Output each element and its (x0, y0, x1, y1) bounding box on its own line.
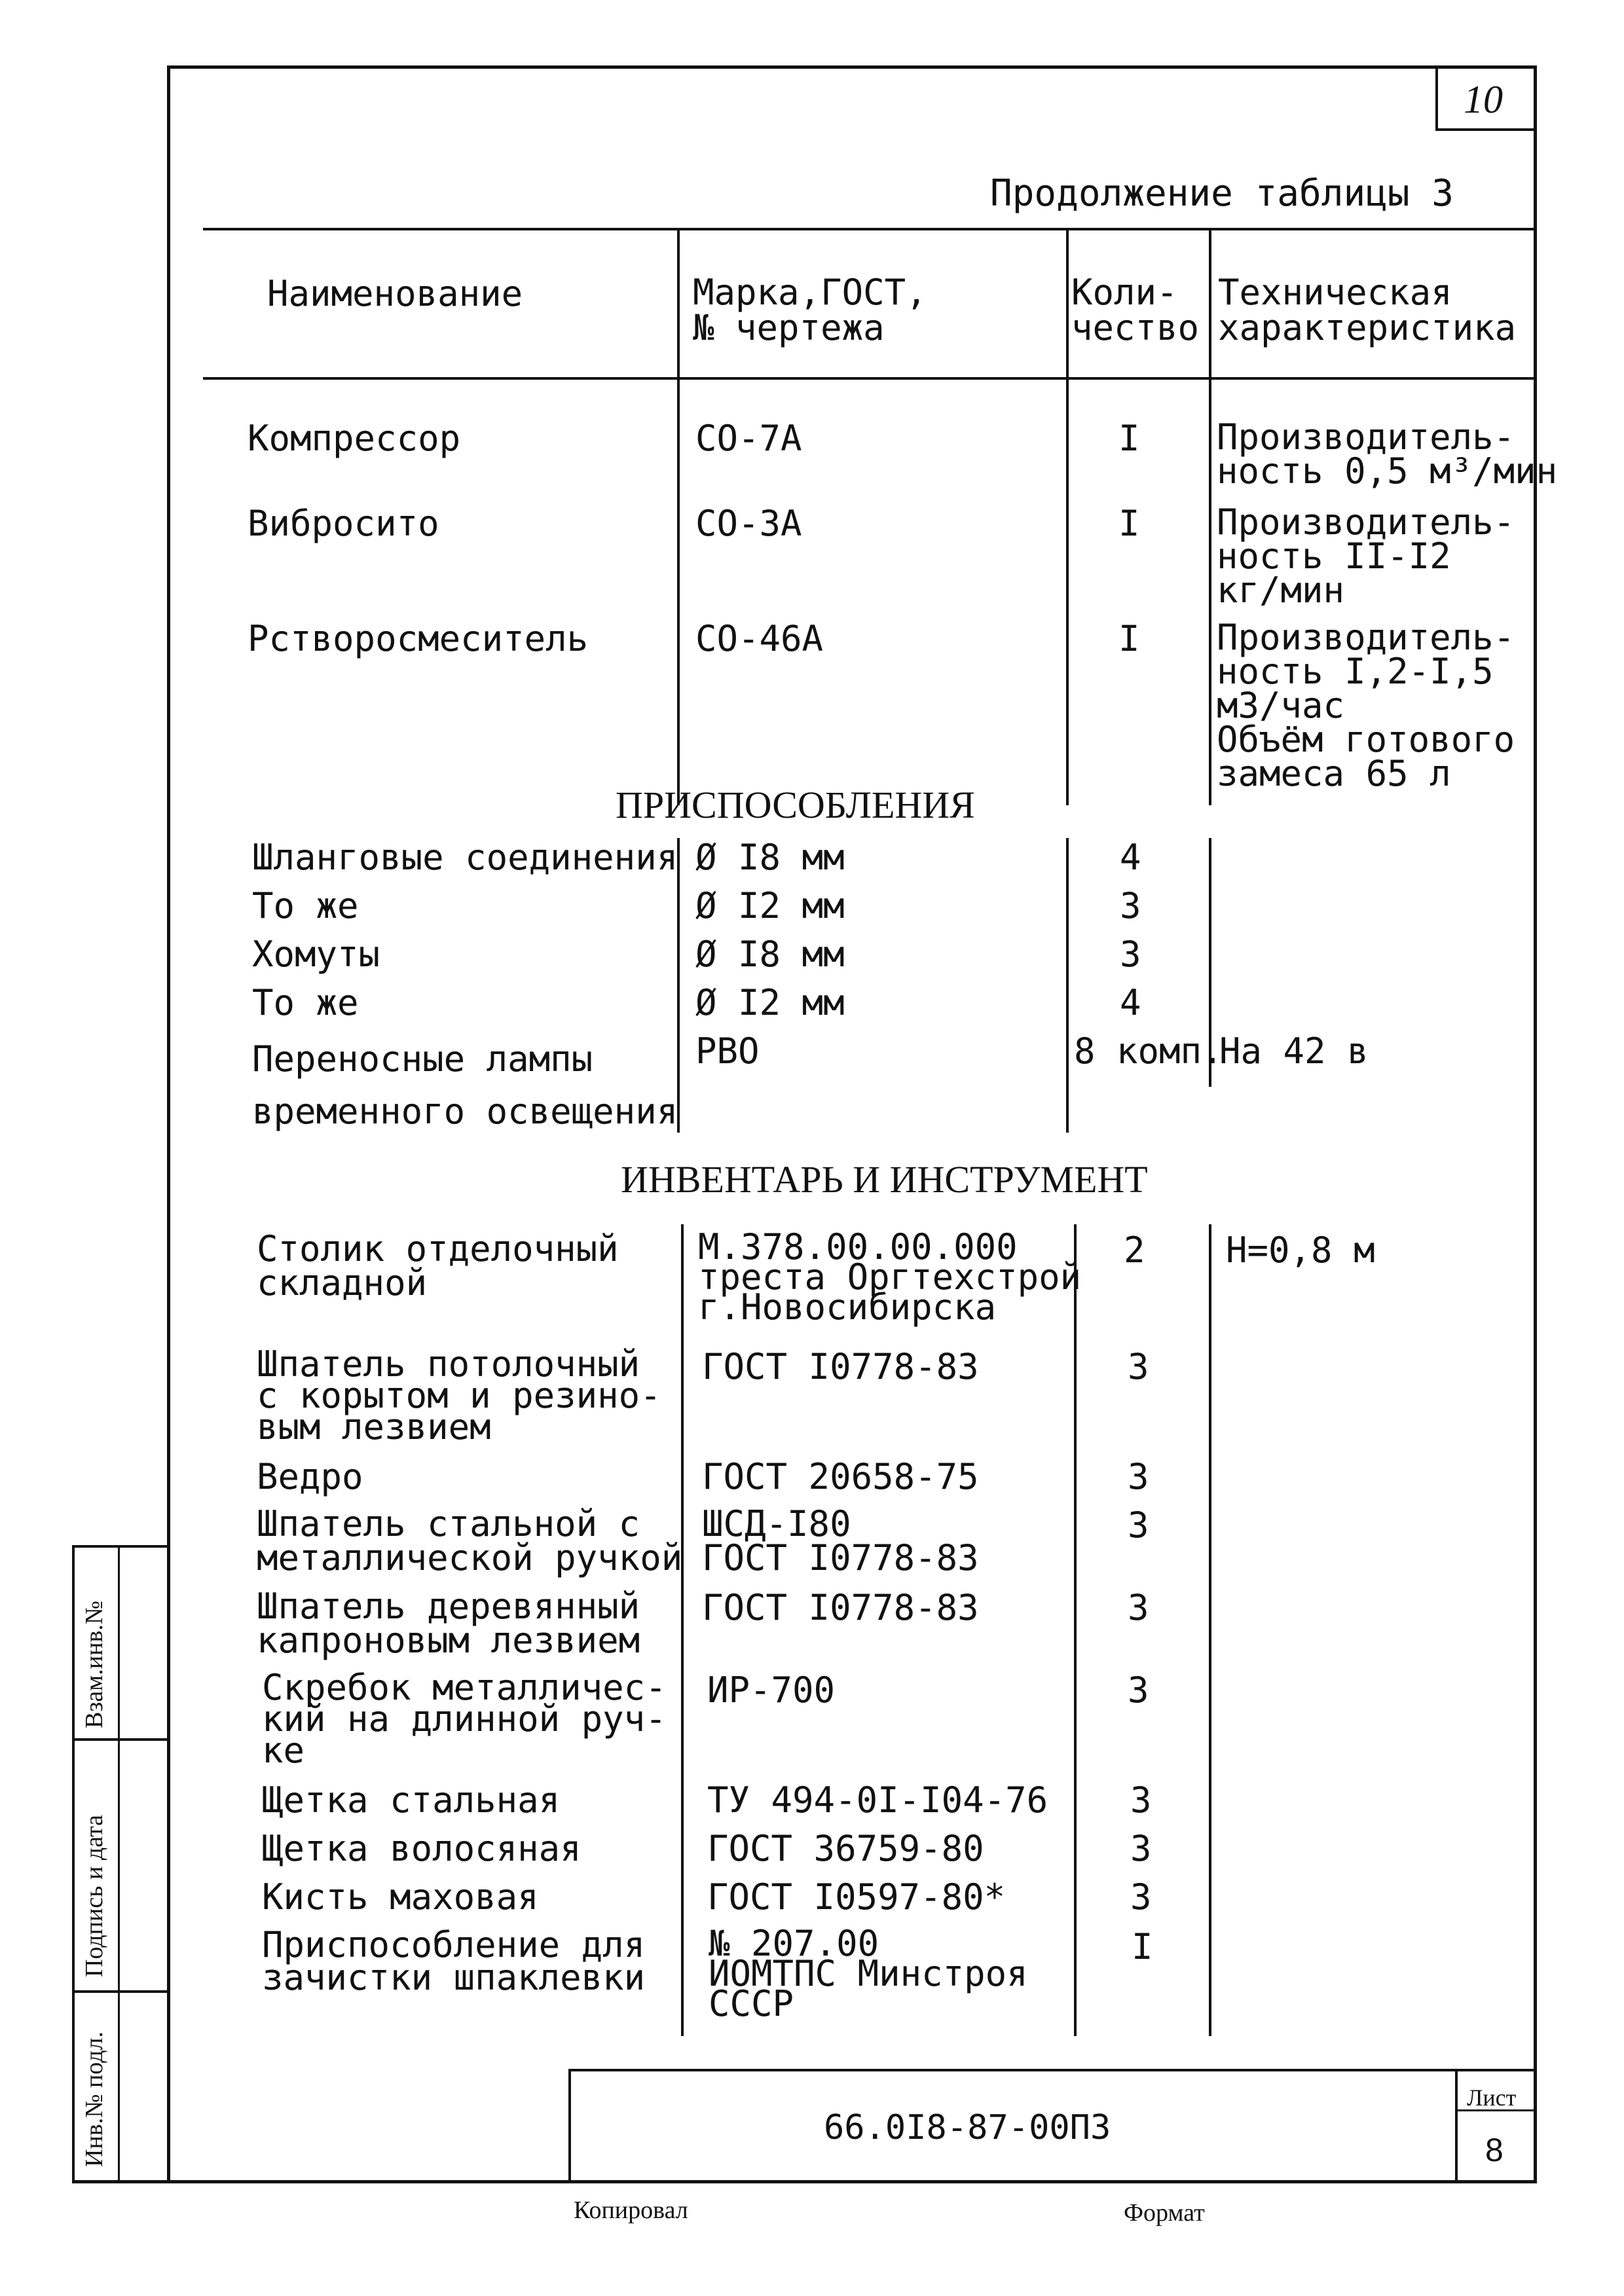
format-label: Формат (1124, 2199, 1205, 2227)
table-row-qty: 3 (1128, 1504, 1149, 1546)
table-row-qty: 3 (1128, 1587, 1149, 1628)
table-row-qty: 4 (1120, 837, 1141, 878)
table-row-mark: Ø I8 мм (695, 837, 845, 878)
column-divider-2c (1074, 1224, 1077, 2036)
table-row-mark: ГОСТ I0778-83 (702, 1587, 979, 1628)
column-divider-2 (1066, 229, 1069, 805)
table-row-mark: Ø I2 мм (695, 885, 845, 926)
table-row-name: Хомуты (252, 934, 380, 975)
sheet-label: Лист (1467, 2085, 1517, 2111)
side-label-inv-original: Инв.№ подл. (81, 2031, 108, 2167)
table-row-qty: I (1132, 1926, 1153, 1967)
column-divider-1 (677, 229, 680, 805)
copied-label: Копировал (574, 2196, 688, 2224)
column-divider-3 (1209, 229, 1211, 805)
table-row-mark: ТУ 494-0I-I04-76 (707, 1779, 1048, 1821)
table-row-mark: ГОСТ 20658-75 (702, 1456, 979, 1497)
table-row-name: Вибросито (248, 503, 439, 544)
table-row-name: Шпатель потолочный с корытом и резино- вым лезвием (257, 1343, 661, 1448)
table-row-qty: 3 (1130, 1876, 1152, 1918)
table-caption: Продолжение таблицы 3 (990, 172, 1454, 215)
table-row-name: То же (252, 885, 359, 926)
table-row-mark: ГОСТ I0597-80* (707, 1876, 1006, 1918)
table-row-name: Шланговые соединения (252, 837, 678, 878)
table-row-mark: ИР-700 (707, 1669, 836, 1711)
table-row-mark: ШСД-I80 ГОСТ I0778-83 (702, 1503, 979, 1578)
table-row-mark: № 207.00 ИОМТПС Минстроя СССР (709, 1923, 1028, 2024)
table-row-qty: 8 комп. (1074, 1030, 1223, 1072)
side-stamp-top (72, 1545, 169, 1548)
table-row-qty: I (1118, 618, 1140, 659)
column-divider-2b (1066, 838, 1069, 1133)
table-row-name: Щетка волосяная (262, 1828, 581, 1869)
table-row-qty: 3 (1130, 1828, 1152, 1869)
frame-right (1534, 65, 1537, 2183)
table-row-mark: СО-46А (695, 618, 824, 659)
table-header-bottom-rule (203, 377, 1534, 380)
table-row-mark: Ø I8 мм (695, 934, 845, 975)
column-header-name: Наименование (267, 273, 523, 314)
column-divider-1c (681, 1224, 684, 2036)
table-row-name: Ведро (257, 1456, 363, 1497)
table-row-name: Компрессор (248, 418, 461, 459)
table-row-spec: На 42 в (1219, 1030, 1369, 1072)
frame-left (167, 65, 170, 2183)
table-row-mark: ГОСТ 36759-80 (707, 1828, 984, 1869)
table-row-qty: 3 (1128, 1669, 1149, 1711)
table-row-mark: СО-3А (695, 503, 802, 544)
sheet-number: 8 (1485, 2132, 1504, 2168)
title-block-left (568, 2069, 571, 2183)
sheet-cell-left (1455, 2069, 1458, 2183)
section-heading-tools: ИНВЕНТАРЬ И ИНСТРУМЕНТ (621, 1158, 1148, 1201)
page-number-box-left (1435, 69, 1438, 131)
table-row-qty: 3 (1120, 934, 1141, 975)
table-row-spec: Н=0,8 м (1226, 1230, 1375, 1271)
table-row-name: Шпатель стальной с металлической ручкой (257, 1503, 683, 1578)
side-stamp-sep-2 (72, 1990, 169, 1993)
table-row-mark: РВО (695, 1030, 760, 1072)
document-code: 66.0I8-87-00ПЗ (824, 2108, 1111, 2147)
section-heading-fixtures: ПРИСПОСОБЛЕНИЯ (616, 784, 975, 826)
column-header-mark: Марка,ГОСТ, № чертежа (693, 272, 927, 348)
table-row-qty: I (1118, 503, 1140, 544)
side-stamp-inner-divider (118, 1545, 120, 2183)
table-row-mark: Ø I2 мм (695, 982, 845, 1023)
table-row-qty: 3 (1130, 1779, 1152, 1821)
side-label-replacement-inv: Взам.инв.№ (81, 1600, 108, 1728)
page-number: 10 (1464, 78, 1503, 121)
table-row-mark: СО-7А (695, 418, 802, 459)
column-header-spec: Техническая характеристика (1218, 272, 1517, 348)
table-row-qty: 2 (1124, 1230, 1145, 1271)
column-divider-3c (1209, 1224, 1211, 2036)
table-header-top-rule (203, 228, 1534, 230)
frame-top (167, 65, 1537, 69)
table-row-mark: ГОСТ I0778-83 (702, 1346, 979, 1387)
page-number-box-bottom (1435, 128, 1534, 131)
table-row-name: Кисть маховая (262, 1876, 539, 1918)
table-row-qty: 3 (1120, 885, 1141, 926)
table-row-name: Шпатель деревянный капроновым лезвием (257, 1586, 640, 1661)
table-row-name: Скребок металличес- кий на длинной руч- ке (262, 1667, 667, 1771)
table-row-name: Рстворосмеситель (248, 618, 589, 659)
table-row-name: Щетка стальная (262, 1779, 561, 1821)
table-row-qty: 4 (1120, 982, 1141, 1023)
table-row-qty: 3 (1128, 1346, 1149, 1387)
table-row-name: Столик отделочный складной (257, 1228, 619, 1303)
table-row-spec: Производитель- ность I,2-I,5 м3/час Объём готового замеса 65 л (1217, 617, 1515, 794)
side-stamp-outer-left (72, 1545, 75, 2183)
side-label-signature-date: Подпись и дата (81, 1814, 108, 1977)
table-row-name: То же (252, 982, 359, 1023)
title-block-top (568, 2069, 1536, 2071)
table-row-mark: М.378.00.00.000 треста Оргтехстрой г.Новосибирска (698, 1226, 1082, 1328)
frame-bottom (72, 2180, 1537, 2183)
table-row-name: Приспособление для зачистки шпаклевки (262, 1924, 646, 1998)
side-stamp-sep-1 (72, 1738, 169, 1741)
column-header-qty: Коли- чество (1071, 272, 1200, 348)
table-row-spec: Производитель- ность II-I2 кг/мин (1217, 501, 1515, 611)
table-row-spec: Производитель- ность 0,5 м³/мин (1217, 416, 1558, 492)
table-row-qty: I (1118, 418, 1140, 459)
table-row-name: Переносные лампы временного освещения (252, 1038, 678, 1132)
table-row-qty: 3 (1128, 1456, 1149, 1497)
